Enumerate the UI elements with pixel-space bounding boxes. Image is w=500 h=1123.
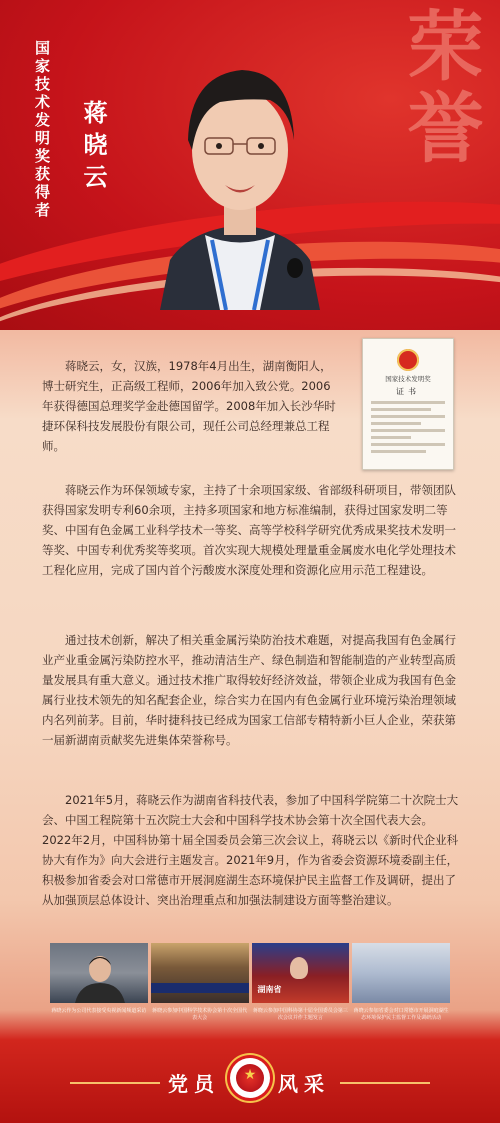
party-emblem-icon: ★ bbox=[230, 1058, 270, 1098]
photo-strip bbox=[50, 943, 450, 1003]
honor-decor-text: 荣誉 bbox=[395, 6, 484, 170]
photo-conference-hall bbox=[151, 943, 249, 1003]
footer-title-right: 风采 bbox=[278, 1072, 330, 1096]
photo-caption: 蒋晓云参加中国科协第十届全国委员会第三次会议并作主题发言 bbox=[252, 1008, 348, 1021]
paragraph-2 bbox=[42, 480, 462, 580]
certificate-title: 证书 bbox=[396, 387, 420, 396]
footer-divider bbox=[70, 1082, 160, 1084]
award-title: 国家技术发明奖获得者 bbox=[33, 40, 51, 220]
speaker-figure bbox=[290, 957, 308, 979]
footer-banner bbox=[0, 1040, 500, 1123]
paragraph-4 bbox=[42, 790, 462, 910]
footer-divider bbox=[340, 1082, 430, 1084]
paragraph-3 bbox=[42, 630, 462, 750]
screen-text: 湖南省 bbox=[257, 985, 282, 994]
person-figure bbox=[70, 951, 130, 1003]
paragraph-text: 通过技术创新，解决了相关重金属污染防治技术难题，对提高我国有色金属行业产业重金属污染防控水平，推动清洁生产、绿色制造和智能制造的产业转型高质量发展具有重大意义。通过技术推广取得较好经济效益，带领企业成为我国有色金属行业技术领先的知名配套企业，综合实力在国内有色金属行业环境污染治理领域内名列前茅。目前，华时捷科技已经成为国家工信部专精特新小巨人企业，荣获第一届新湖南贡献奖先进集体荣誉称号。 bbox=[42, 633, 456, 747]
portrait-photo bbox=[150, 40, 330, 310]
photo-interview bbox=[50, 943, 148, 1003]
paragraph-text: 2021年5月，蒋晓云作为湖南省科技代表，参加了中国科学院第二十次院士大会、中国工程院第十五次院士大会和中国科学技术协会第十次全国代表大会。2022年2月，中国科协第十届全国委员会第三次会议上，蒋晓云以《新时代企业科协大有作为》向大会进行主题发言。2021年9月，作为省委会资源环境委副主任，积极参加省委会对口常德市开展洞庭湖生态环境保护民主监督工作及调研，提出了从加强顶层总体设计、突出治理重点和加强法制建设方面等整治建议。 bbox=[42, 793, 459, 907]
photo-meeting-room bbox=[352, 943, 450, 1003]
certificate-image bbox=[362, 338, 454, 470]
certificate-text-lines bbox=[363, 401, 453, 453]
certificate-org: 国家技术发明奖 bbox=[385, 375, 431, 383]
footer-title-left: 党员 bbox=[168, 1072, 220, 1096]
news-banner bbox=[151, 983, 249, 993]
photo-caption: 蒋晓云参加中国科学技术协会第十次全国代表大会 bbox=[152, 1008, 248, 1021]
photo-speech bbox=[252, 943, 350, 1003]
person-name: 蒋晓云 bbox=[79, 100, 108, 196]
national-emblem-icon bbox=[397, 349, 419, 371]
paragraph-text: 蒋晓云，女，汉族，1978年4月出生，湖南衡阳人，博士研究生，正高级工程师，2006年加入致公党。2006年获得德国总理奖学金赴德国留学。2008年加入长沙华时捷环保科技发展股份有限公司，现任公司总经理兼总工程师。 bbox=[42, 359, 336, 453]
photo-caption: 蒋晓云作为公司代表接受央视新闻频道采访 bbox=[51, 1008, 147, 1014]
paragraph-text: 蒋晓云作为环保领域专家，主持了十余项国家级、省部级科研项目，带领团队获得国家发明专利60余项，主持多项国家和地方标准编制，获得过国家发明二等奖、中国有色金属工业科学技术一等奖、高等学校科学研究优秀成果奖技术发明一等奖、中国专利优秀奖等奖项。首次实现大规模处理量重金属废水电化学处理技术工程化应用，完成了国内首个污酸废水深度处理和资源化应用示范工程建设。 bbox=[42, 483, 456, 577]
photo-captions bbox=[50, 1008, 450, 1022]
paragraph-1 bbox=[42, 356, 342, 456]
header-banner bbox=[0, 0, 500, 330]
photo-caption: 蒋晓云参加省委会对口常德市开展洞庭湖生态环境保护民主监督工作及调研活动 bbox=[353, 1008, 449, 1021]
